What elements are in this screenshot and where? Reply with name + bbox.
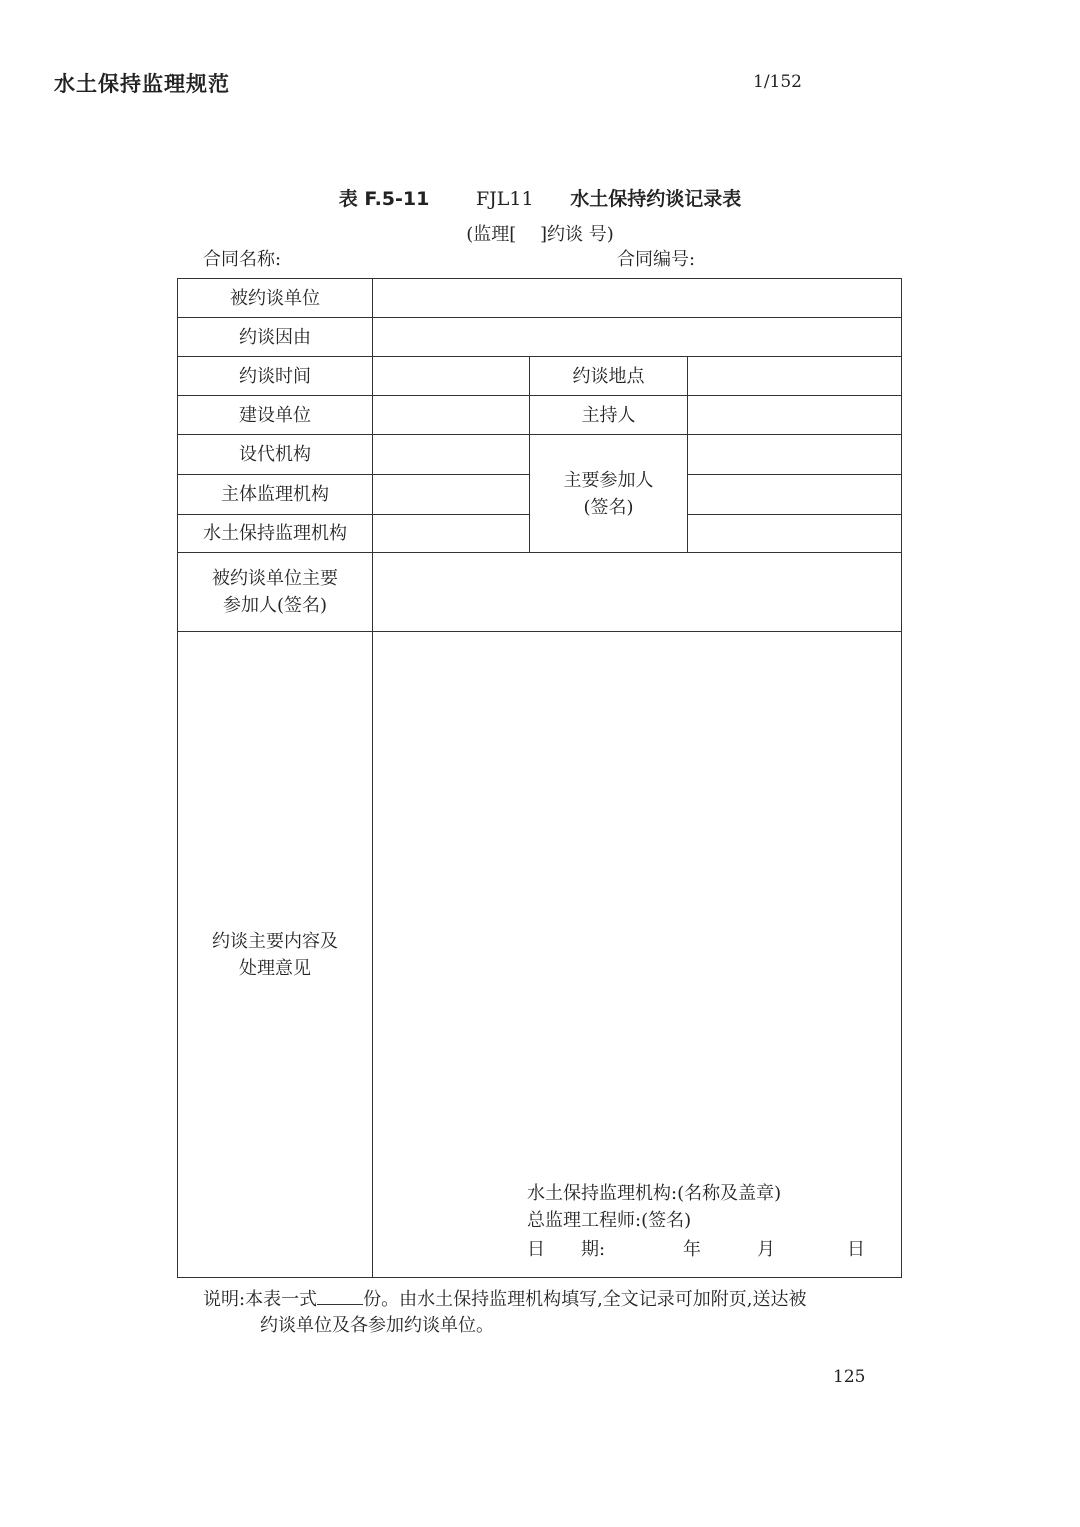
table-number: 表 F.5-11 (338, 188, 430, 210)
form-name: 水土保持约谈记录表 (570, 188, 742, 210)
participant-field-2[interactable] (688, 475, 902, 515)
interviewed-participants-label (178, 553, 373, 632)
date-row (527, 1236, 867, 1266)
host-field[interactable] (688, 396, 902, 435)
construction-unit-label: 建设单位 (178, 396, 373, 435)
participants-label-line2: (签名) (583, 496, 634, 518)
month-label: 月 (757, 1239, 775, 1260)
main-supervision-field[interactable] (373, 475, 530, 515)
form-code: FJL11 (475, 188, 534, 210)
content-field[interactable] (373, 632, 902, 1278)
document-header-title: 水土保持监理规范 (54, 72, 230, 96)
host-label: 主持人 (530, 396, 688, 435)
contract-no-label: 合同编号: (617, 249, 696, 270)
date-label: 日 期: (527, 1239, 606, 1260)
signature-org-line: 水土保持监理机构:(名称及盖章) (527, 1183, 782, 1204)
swc-supervision-label: 水土保持监理机构 (178, 515, 373, 553)
interviewed-participants-line2: 参加人(签名) (222, 595, 328, 616)
interviewed-unit-label: 被约谈单位 (178, 279, 373, 318)
interviewed-participants-field[interactable] (373, 553, 902, 632)
agency-field[interactable] (373, 435, 530, 475)
construction-unit-field[interactable] (373, 396, 530, 435)
content-label (178, 632, 373, 1278)
page-counter: 1/152 (753, 72, 802, 92)
copies-blank[interactable] (317, 1286, 363, 1305)
note-line-1 (203, 1285, 807, 1311)
place-label: 约谈地点 (530, 357, 688, 396)
note-prefix: 说明:本表一式 (203, 1289, 318, 1310)
signature-engineer-line: 总监理工程师:(签名) (527, 1210, 692, 1231)
note-suffix: 份。由水土保持监理机构填写,全文记录可加附页,送达被 (363, 1289, 807, 1310)
year-label: 年 (683, 1239, 701, 1260)
day-label: 日 (847, 1239, 865, 1260)
content-label-line2: 处理意见 (239, 957, 311, 979)
interviewed-unit-field[interactable] (373, 279, 902, 318)
form-title (0, 184, 1080, 211)
signature-block (527, 1180, 867, 1266)
participants-label (530, 435, 688, 553)
reason-field[interactable] (373, 318, 902, 357)
page-number: 125 (833, 1367, 866, 1387)
place-field[interactable] (688, 357, 902, 396)
note-line-2: 约谈单位及各参加约谈单位。 (260, 1315, 494, 1336)
participant-field-3[interactable] (688, 515, 902, 553)
participants-label-line1: 主要参加人 (563, 469, 654, 491)
reason-label: 约谈因由 (178, 318, 373, 357)
interview-record-table (177, 278, 902, 1278)
interviewed-participants-line1: 被约谈单位主要 (212, 568, 338, 589)
time-field[interactable] (373, 357, 530, 396)
main-supervision-label: 主体监理机构 (178, 475, 373, 515)
form-subtitle: (监理[ ]约谈 号) (466, 224, 614, 245)
swc-supervision-field[interactable] (373, 515, 530, 553)
contract-name-label: 合同名称: (203, 249, 282, 270)
participant-field-1[interactable] (688, 435, 902, 475)
agency-label: 设代机构 (178, 435, 373, 475)
content-label-line1: 约谈主要内容及 (212, 930, 338, 952)
time-label: 约谈时间 (178, 357, 373, 396)
